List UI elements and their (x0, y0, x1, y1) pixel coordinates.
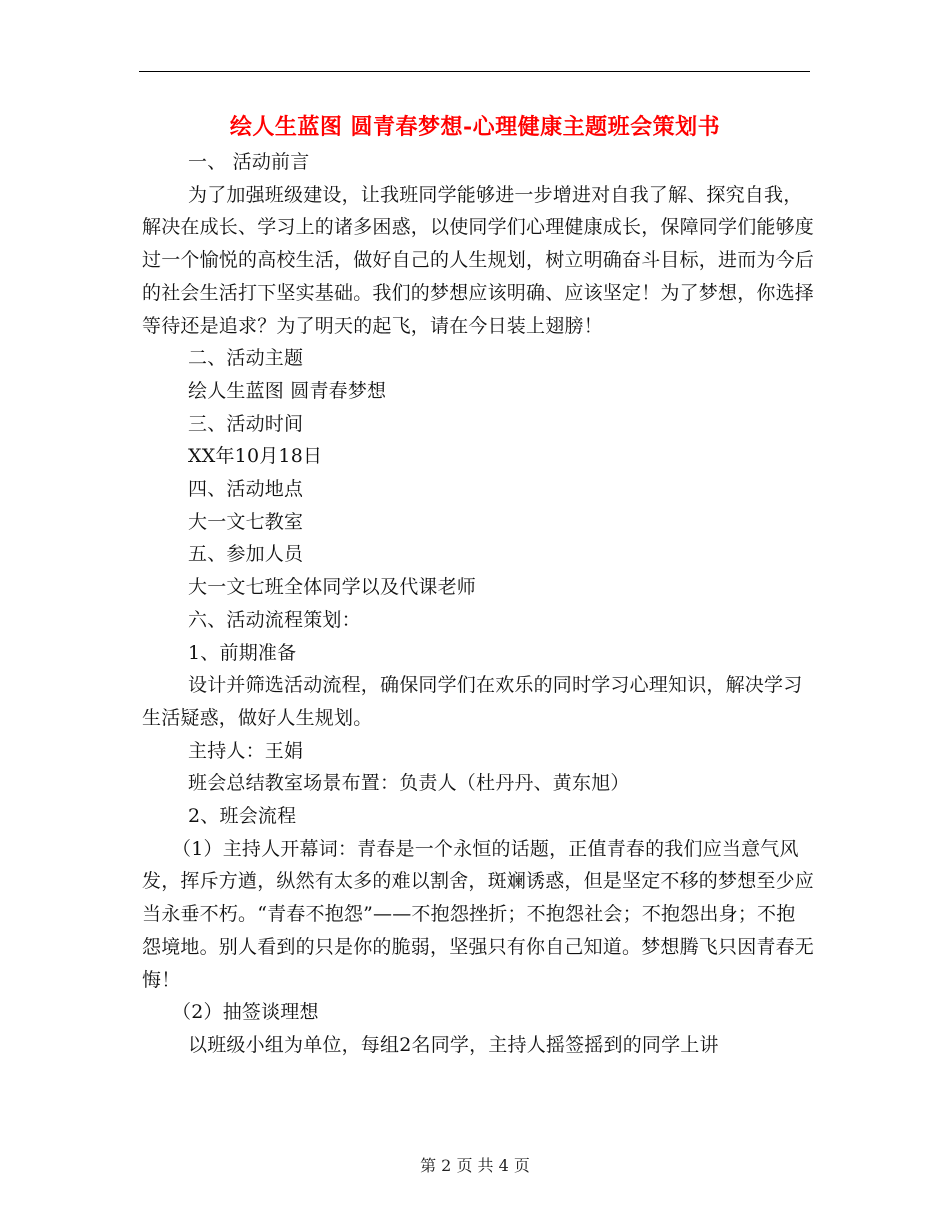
subheading-meeting-process: 2、班会流程 (188, 805, 297, 828)
section-heading-participants: 五、参加人员 (188, 543, 304, 566)
theme-text: 绘人生蓝图 圆青春梦想 (188, 379, 387, 402)
preparation-paragraph: 设计并筛选活动流程，确保同学们在欢乐的同时学习心理知识，解决学习生活疑惑，做好人生规划。 (142, 674, 803, 729)
preface-paragraph: 为了加强班级建设，让我班同学能够进一步增进对自我了解、探究自我，解决在成长、学习上的诸多困惑，以使同学们心理健康成长，保障同学们能够度过一个愉悦的高校生活，做好自己的人生规划，树立明确奋斗目标，进而为今后的社会生活打下坚实基础。我们的梦想应该明确、应该坚定！为了梦想，你选择等待还是追求？为了明天的起飞，请在今日装上翅膀！ (142, 183, 815, 337)
document-title: 绘人生蓝图 圆青春梦想-心理健康主题班会策划书 (229, 114, 721, 140)
header-rule (139, 71, 810, 72)
section-heading-theme: 二、活动主题 (188, 347, 304, 370)
section-heading-location: 四、活动地点 (188, 478, 304, 501)
section-heading-process: 六、活动流程策划： (188, 608, 361, 631)
subheading-preparation: 1、前期准备 (188, 641, 297, 664)
participants-text: 大一文七班全体同学以及代课老师 (188, 576, 477, 599)
page-number: 第 2 页 共 4 页 (420, 1156, 530, 1175)
host-text: 主持人：王娟 (188, 739, 304, 762)
lottery-paragraph: 以班级小组为单位，每组2名同学，主持人摇签摇到的同学上讲 (188, 1033, 719, 1056)
document-body (142, 146, 814, 1062)
section-heading-preface: 一、 活动前言 (188, 151, 310, 173)
opening-speech-paragraph: （1）主持人开幕词：青春是一个永恒的话题，正值青春的我们应当意气风发，挥斥方遒，纵然有太多的难以割舍，斑斓诱惑，但是坚定不移的梦想至少应当永垂不朽。“青春不抱怨”——不抱怨挫折；不抱怨社会；不抱怨出身；不抱怨境地。别人看到的只是你的脆弱，坚强只有你自己知道。梦想腾飞只因青春无悔！ (142, 837, 815, 991)
time-text: XX年10月18日 (188, 445, 323, 468)
subheading-lottery: （2）抽签谈理想 (172, 1001, 319, 1024)
location-text: 大一文七教室 (188, 510, 304, 533)
section-heading-time: 三、活动时间 (188, 412, 304, 435)
arrangement-text: 班会总结教室场景布置：负责人（杜丹丹、黄东旭） (188, 772, 630, 795)
